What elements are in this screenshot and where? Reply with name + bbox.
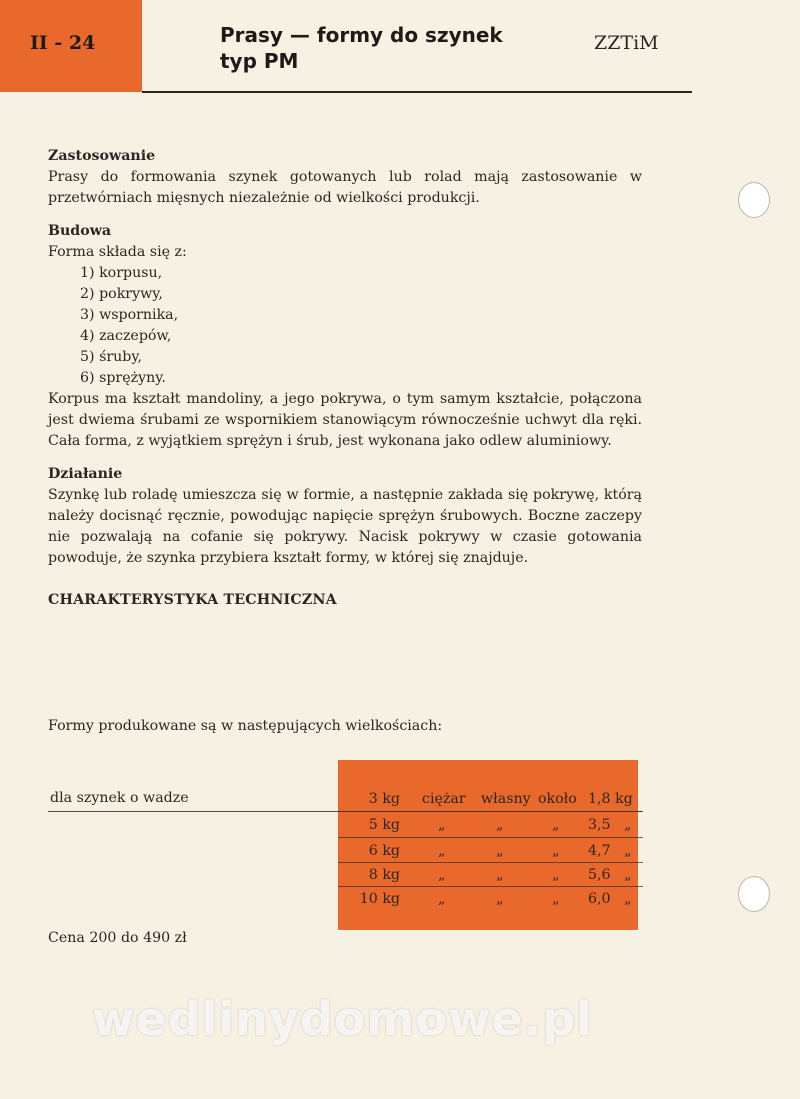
header-rule xyxy=(142,91,692,93)
ditto-mark: „ xyxy=(438,891,446,907)
weight-cell: 4,7 xyxy=(588,843,611,859)
ditto-mark: „ xyxy=(496,891,504,907)
watermark: wedlinydomowe.pl xyxy=(92,992,593,1046)
size-cell: 3 kg xyxy=(368,791,400,807)
title-line-1: Prasy — formy do szynek xyxy=(220,23,503,47)
budowa-intro: Forma składa się z: xyxy=(48,244,187,260)
section-text-dzialanie: Szynkę lub roladę umieszcza się w formie, a następnie zakłada się pokrywę, którą należy docisnąć ręcznie, powodując napięcie sprężyn śrubowych. Boczne zaczepy nie pozwalają na cofanie się pokrywy. Nacisk pokrywy w czasie gotowania powoduje, że szynka przybiera kształt formy, w której się znajduje. xyxy=(48,487,642,566)
section-text-budowa: Korpus ma kształt mandoliny, a jego pokrywa, o tym samym kształcie, połączona jest dwiema śrubami ze wspornikiem stanowiącym równocześnie uchwyt dla ręki. Cała forma, z wyjątkiem sprężyn i śrub, jest wykonana jako odlew aluminiowy. xyxy=(48,391,642,449)
weight-cell: 3,5 xyxy=(588,817,611,833)
weight-cell: 5,6 xyxy=(588,867,611,883)
section-heading-budowa: Budowa xyxy=(48,223,112,239)
weight-cell: 6,0 xyxy=(588,891,611,907)
binder-hole xyxy=(738,876,770,912)
table-row xyxy=(338,786,643,812)
list-item: 2) pokrywy, xyxy=(80,286,163,302)
size-cell: 10 kg xyxy=(359,891,400,907)
ditto-mark: „ xyxy=(624,817,632,833)
ditto-mark: „ xyxy=(552,817,560,833)
list-item: 1) korpusu, xyxy=(80,265,163,281)
ditto-mark: „ xyxy=(552,843,560,859)
tech-heading: CHARAKTERYSTYKA TECHNICZNA xyxy=(48,592,337,608)
ditto-mark: „ xyxy=(438,817,446,833)
table-row xyxy=(338,812,643,838)
ditto-mark: „ xyxy=(496,867,504,883)
section-heading-dzialanie: Działanie xyxy=(48,466,123,482)
section-heading-zastosowanie: Zastosowanie xyxy=(48,148,156,164)
table-row xyxy=(338,886,643,912)
sizes-intro: Formy produkowane są w następujących wielkościach: xyxy=(48,718,443,734)
ditto-mark: „ xyxy=(496,843,504,859)
ditto-mark: „ xyxy=(552,867,560,883)
header-code-block xyxy=(0,0,142,92)
size-cell: 5 kg xyxy=(368,817,400,833)
ditto-mark: „ xyxy=(438,843,446,859)
table-row xyxy=(338,838,643,864)
price-text: Cena 200 do 490 zł xyxy=(48,930,187,946)
title-line-2: typ PM xyxy=(220,49,299,73)
list-item: 4) zaczepów, xyxy=(80,328,172,344)
ditto-mark: „ xyxy=(552,891,560,907)
list-item: 3) wspornika, xyxy=(80,307,179,323)
ditto-mark: „ xyxy=(624,843,632,859)
weight-label-part: ciężar xyxy=(422,791,466,807)
size-cell: 8 kg xyxy=(368,867,400,883)
ditto-mark: „ xyxy=(624,891,632,907)
weight-label-part: własny xyxy=(481,791,531,807)
binder-hole xyxy=(738,182,770,218)
sheet-code: II - 24 xyxy=(30,32,96,54)
list-item: 5) śruby, xyxy=(80,349,142,365)
ditto-mark: „ xyxy=(624,867,632,883)
weight-cell: 1,8 kg xyxy=(588,791,633,807)
size-cell: 6 kg xyxy=(368,843,400,859)
parts-list xyxy=(48,263,642,389)
main-content xyxy=(48,146,642,611)
ditto-mark: „ xyxy=(496,817,504,833)
list-item: 6) sprężyny. xyxy=(80,370,166,386)
ditto-mark: „ xyxy=(438,867,446,883)
section-text-zastosowanie: Prasy do formowania szynek gotowanych lub rolad mają zastosowanie w przetwórniach mięsnych niezależnie od wielkości produkcji. xyxy=(48,169,642,206)
row-label: dla szynek o wadze xyxy=(50,790,189,806)
organization-code: ZZTiM xyxy=(594,32,659,54)
document-title xyxy=(220,22,503,74)
weight-label-part: około xyxy=(538,791,577,807)
table-row xyxy=(338,862,643,888)
